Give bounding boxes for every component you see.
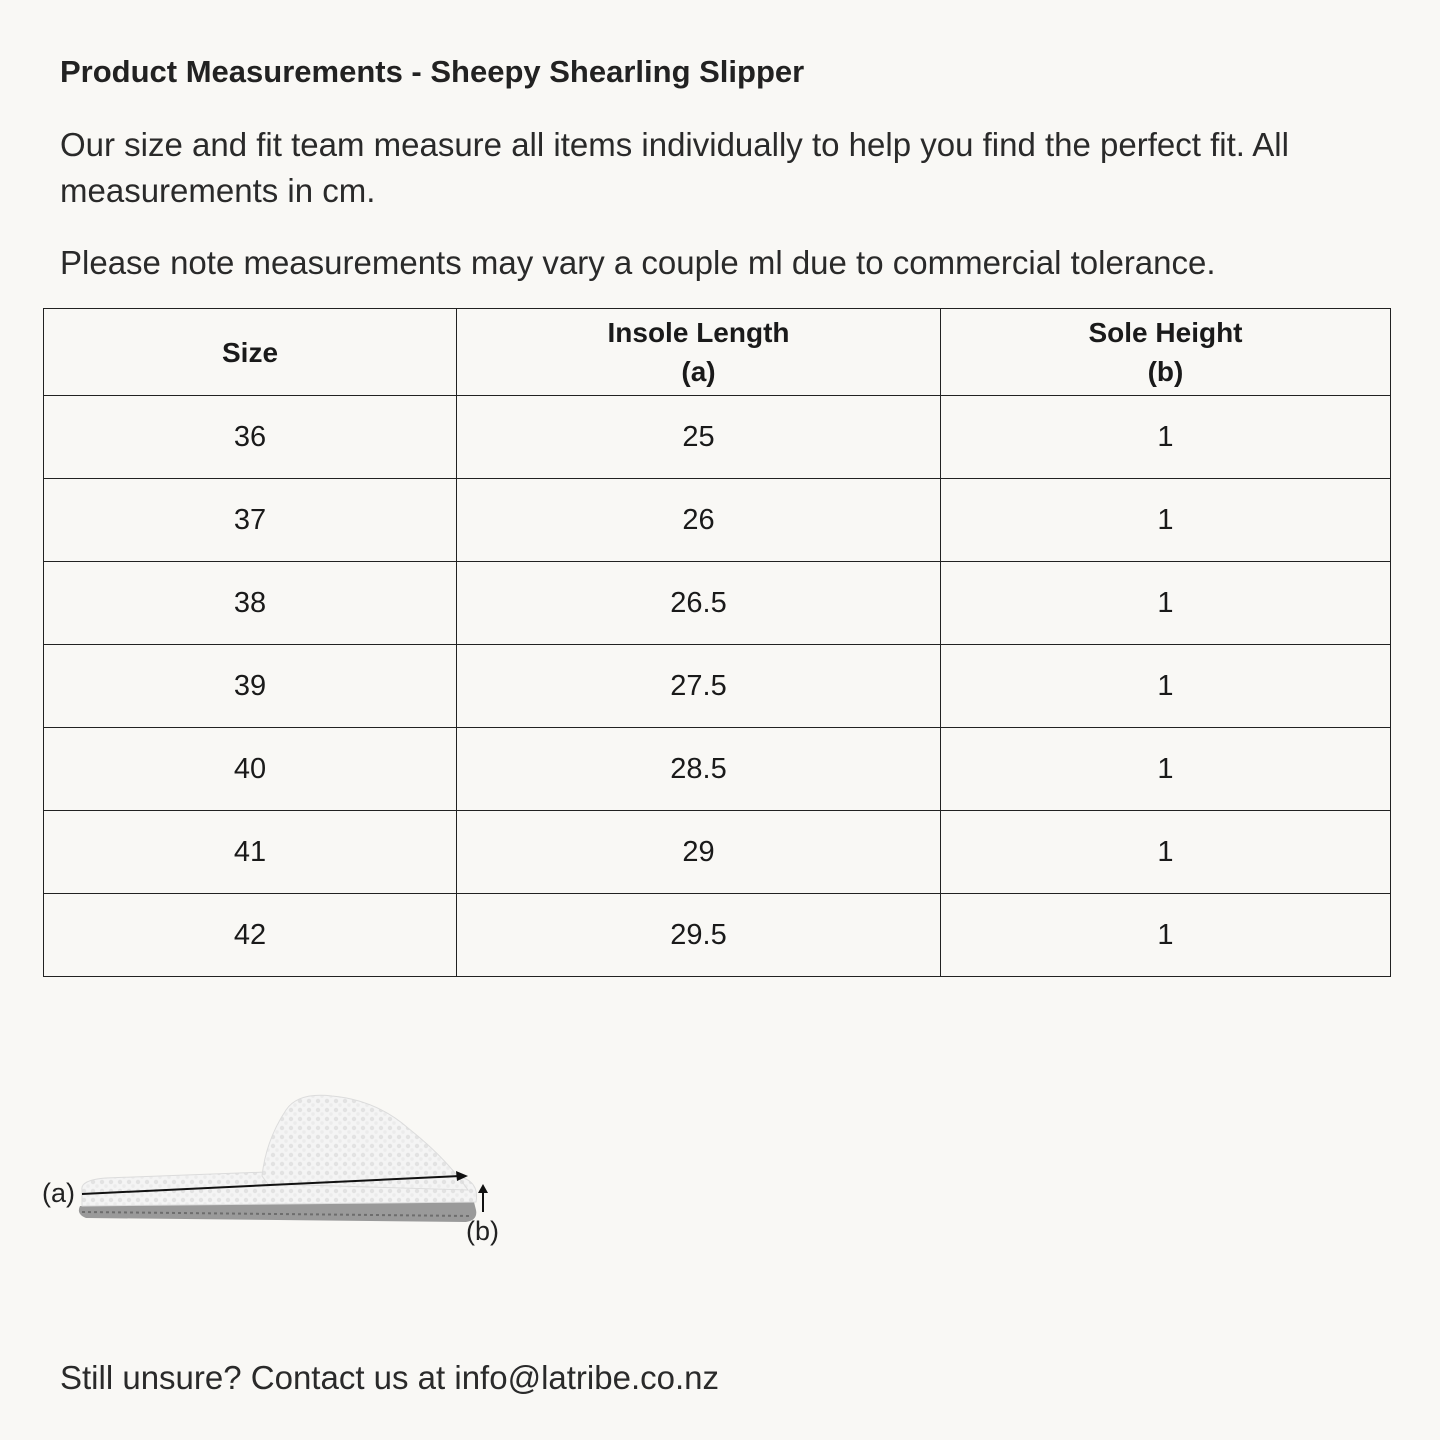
cell-size: 37: [44, 479, 457, 562]
cell-insole-length: 29.5: [457, 894, 941, 977]
slipper-illustration: [36, 1080, 516, 1260]
cell-sole-height: 1: [941, 728, 1391, 811]
header-sole-label: Sole Height: [1088, 317, 1243, 348]
page-title: Product Measurements - Sheepy Shearling Slipper: [60, 54, 805, 89]
intro-text: Our size and fit team measure all items individually to help you find the perfect fit. All measurements in cm.: [60, 126, 1289, 209]
size-table: [43, 308, 1391, 977]
cell-size: 38: [44, 562, 457, 645]
slipper-strap: [262, 1095, 468, 1190]
header-sole-marker: (b): [1147, 356, 1184, 387]
cell-insole-length: 27.5: [457, 645, 941, 728]
header-insole-length: [457, 309, 941, 396]
cell-sole-height: 1: [941, 479, 1391, 562]
table-row: [44, 396, 1391, 479]
table-row: [44, 728, 1391, 811]
header-size: [44, 309, 457, 396]
cell-size: 42: [44, 894, 457, 977]
cell-size: 40: [44, 728, 457, 811]
cell-sole-height: 1: [941, 894, 1391, 977]
insole-length-label: (a): [42, 1178, 75, 1208]
header-insole-marker: (a): [681, 356, 716, 387]
table-row: [44, 645, 1391, 728]
table-header-row: [44, 309, 1391, 396]
header-sole-height: [941, 309, 1391, 396]
cell-insole-length: 28.5: [457, 728, 941, 811]
tolerance-note: Please note measurements may vary a couple ml due to commercial tolerance.: [60, 244, 1216, 281]
sole-height-arrowhead: [478, 1184, 488, 1193]
cell-sole-height: 1: [941, 396, 1391, 479]
cell-size: 39: [44, 645, 457, 728]
cell-sole-height: 1: [941, 562, 1391, 645]
table-row: [44, 894, 1391, 977]
header-size-label: Size: [221, 336, 279, 368]
cell-insole-length: 25: [457, 396, 941, 479]
contact-text: Still unsure? Contact us at info@latribe.co.nz: [60, 1359, 720, 1396]
table-row: [44, 479, 1391, 562]
cell-sole-height: 1: [941, 645, 1391, 728]
table-row: [44, 562, 1391, 645]
slipper-measurement-diagram: [36, 1080, 516, 1260]
cell-size: 41: [44, 811, 457, 894]
table-row: [44, 811, 1391, 894]
cell-size: 36: [44, 396, 457, 479]
cell-insole-length: 26: [457, 479, 941, 562]
sole-height-label: (b): [466, 1216, 499, 1246]
cell-insole-length: 29: [457, 811, 941, 894]
header-insole-label: Insole Length: [607, 317, 790, 348]
cell-sole-height: 1: [941, 811, 1391, 894]
cell-insole-length: 26.5: [457, 562, 941, 645]
